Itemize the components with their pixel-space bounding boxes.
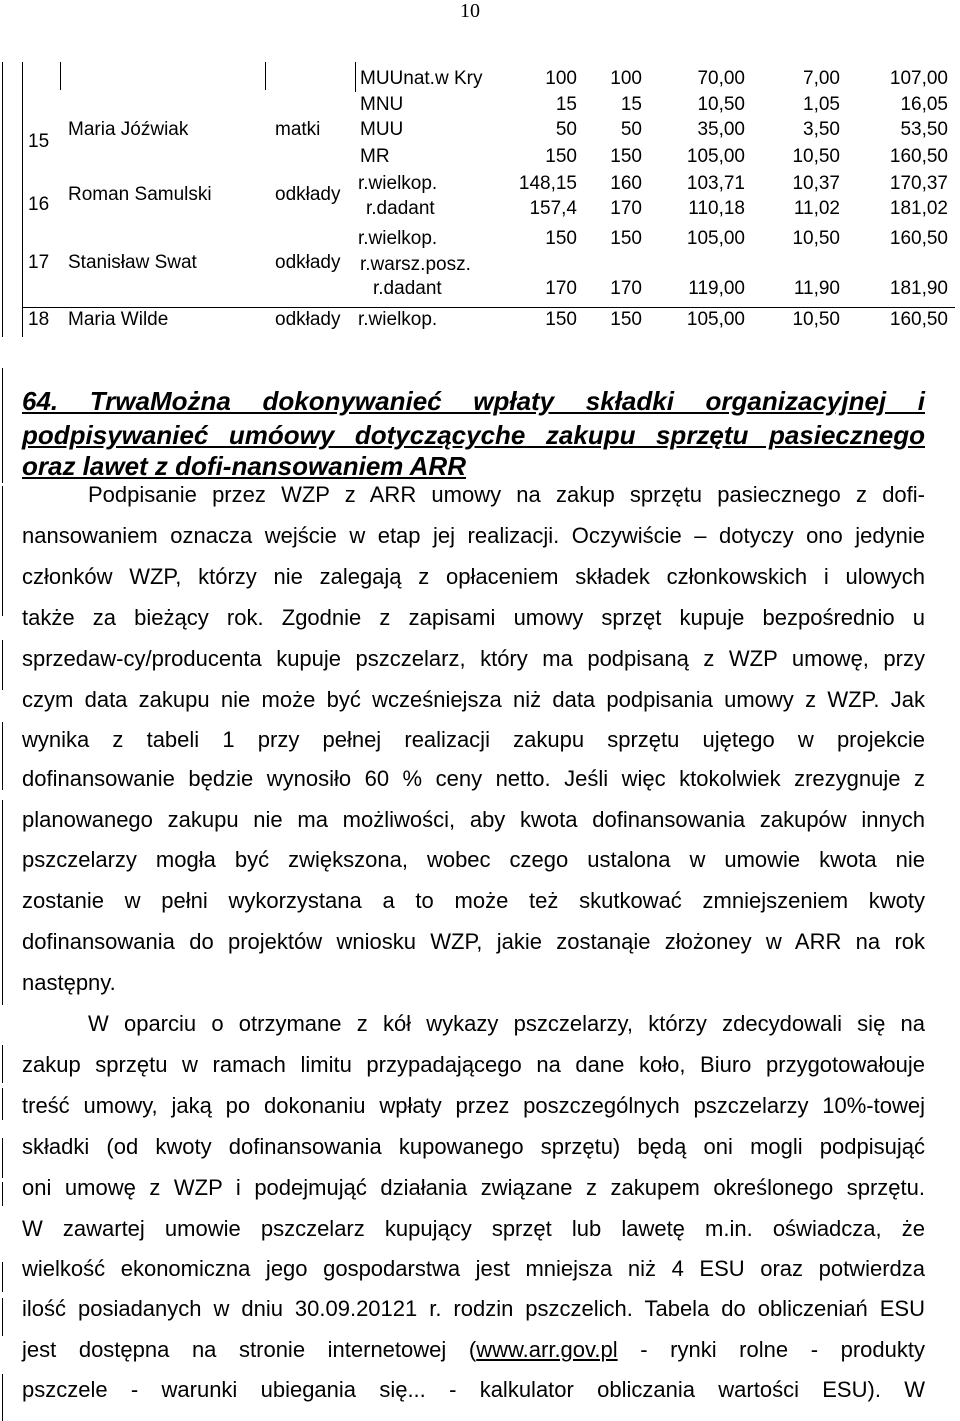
paragraph-line: Podpisanie przez WZP z ARR umowy na zakup sprzętu pasiecznego z dofi- bbox=[88, 482, 925, 507]
value-cell: 70,00 bbox=[697, 68, 745, 89]
hive-type-cell: r.warsz.posz. bbox=[360, 254, 471, 275]
value-cell: 110,18 bbox=[688, 198, 745, 219]
revision-bar bbox=[2, 368, 3, 483]
revision-bar bbox=[2, 486, 3, 616]
value-cell: 150 bbox=[545, 309, 577, 330]
value-cell: 15 bbox=[555, 94, 577, 115]
value-cell: 107,00 bbox=[889, 68, 948, 89]
value-cell: 150 bbox=[610, 228, 642, 249]
value-cell: 10,50 bbox=[697, 94, 745, 115]
hive-type-cell: r.wielkop. bbox=[358, 228, 438, 249]
value-cell: 11,90 bbox=[793, 278, 840, 299]
value-cell: 150 bbox=[545, 228, 577, 249]
value-cell: 7,00 bbox=[803, 68, 840, 89]
value-cell: 3,50 bbox=[803, 119, 840, 140]
beekeeper-name: Stanisław Swat bbox=[68, 252, 197, 273]
value-cell: 160,50 bbox=[889, 228, 948, 249]
paragraph-line: zakup sprzętu w ramach limitu przypadającego na dane koło, Biuro przygotowałouje bbox=[22, 1052, 925, 1077]
table-column-divider bbox=[265, 62, 266, 90]
hive-type-cell: r.wielkop. bbox=[358, 309, 438, 330]
row-number: 16 bbox=[28, 194, 50, 215]
table-column-divider bbox=[60, 62, 61, 90]
value-cell: 170 bbox=[610, 278, 642, 299]
value-cell: 103,71 bbox=[686, 173, 745, 194]
revision-bar bbox=[2, 1262, 3, 1292]
row-number: 18 bbox=[28, 309, 50, 330]
value-cell: 160,50 bbox=[889, 146, 948, 167]
value-cell: 10,50 bbox=[792, 146, 840, 167]
row-number: 15 bbox=[28, 131, 50, 152]
value-cell: 1,05 bbox=[803, 94, 840, 115]
value-cell: 105,00 bbox=[686, 309, 745, 330]
revision-bar bbox=[2, 1045, 3, 1083]
paragraph-line: sprzedaw-cy/producenta kupuje pszczelarz, który ma podpisaną z WZP umowę, przy bbox=[22, 646, 925, 671]
purchase-type: odkłady bbox=[275, 252, 341, 273]
paragraph-line: czym data zakupu nie może być wcześniejsza niż data podpisania umowy z WZP. Jak bbox=[22, 687, 925, 712]
revision-bar bbox=[2, 1088, 3, 1120]
row-number: 17 bbox=[28, 252, 50, 273]
paragraph-line: dofinansowania do projektów wniosku WZP, jakie zostanąie złożoney w ARR na rok bbox=[22, 929, 925, 954]
paragraph-line: także za bieżący rok. Zgodnie z zapisami umowy sprzęt kupuje bezpośrednio u bbox=[22, 605, 925, 630]
value-cell: 148,15 bbox=[518, 173, 577, 194]
paragraph-line: oni umowę z WZP i podejmująć działania związane z zakupem określonego sprzętu. bbox=[22, 1175, 925, 1200]
value-cell: 170 bbox=[545, 278, 577, 299]
value-cell: 100 bbox=[610, 68, 642, 89]
paragraph-line: składki (od kwoty dofinansowania kupowanego sprzętu) będą oni mogli podpisująć bbox=[22, 1134, 925, 1159]
hive-type-cell: MUU bbox=[360, 119, 404, 140]
value-cell: 105,00 bbox=[686, 146, 745, 167]
value-cell: 150 bbox=[610, 309, 642, 330]
purchase-type: odkłady bbox=[275, 184, 341, 205]
value-cell: 119,00 bbox=[688, 278, 745, 299]
value-cell: 10,37 bbox=[792, 173, 840, 194]
beekeeper-name: Maria Wilde bbox=[68, 309, 169, 330]
paragraph-line: ilość posiadanych w dniu 30.09.20121 r. rodzin pszczelich. Tabela do obliczeniań ESU bbox=[22, 1296, 925, 1321]
value-cell: 50 bbox=[620, 119, 642, 140]
revision-bar bbox=[2, 800, 3, 1005]
value-cell: 10,50 bbox=[792, 309, 840, 330]
value-cell: 50 bbox=[555, 119, 577, 140]
section-heading-line: oraz lawet z dofi-nansowaniem ARR bbox=[22, 451, 466, 481]
paragraph-line bbox=[22, 1335, 925, 1365]
value-cell: 150 bbox=[545, 146, 577, 167]
revision-bar bbox=[2, 62, 3, 337]
revision-bar bbox=[2, 1138, 3, 1178]
revision-bar bbox=[2, 1182, 3, 1206]
value-cell: 11,02 bbox=[793, 198, 840, 219]
paragraph-line: wielkość ekonomiczna jego gospodarstwa jest mniejsza niż 4 ESU oraz potwierdza bbox=[22, 1256, 925, 1281]
paragraph-line: pszczele - warunki ubiegania się... - kalkulator obliczania wartości ESU). W bbox=[22, 1377, 925, 1402]
purchase-type: matki bbox=[275, 119, 321, 140]
revision-bar bbox=[2, 722, 3, 790]
value-cell: 16,05 bbox=[900, 94, 948, 115]
beekeeper-name: Roman Samulski bbox=[68, 184, 212, 205]
value-cell: 157,4 bbox=[529, 198, 577, 219]
value-cell: 160,50 bbox=[889, 309, 948, 330]
line-text: jest dostępna na stronie internetowej ( bbox=[22, 1337, 477, 1362]
paragraph-line: członków WZP, którzy nie zalegają z opłaceniem składek członkowskich i ulowych bbox=[22, 564, 925, 589]
value-cell: 53,50 bbox=[900, 119, 948, 140]
value-cell: 100 bbox=[545, 68, 577, 89]
page-number: 10 bbox=[460, 0, 480, 22]
hive-type-cell: r.dadant bbox=[366, 198, 435, 219]
paragraph-line: W zawartej umowie pszczelarz kupujący sprzęt lub lawetę m.in. oświadcza, że bbox=[22, 1216, 925, 1241]
value-cell: 170,37 bbox=[889, 173, 948, 194]
paragraph-line: treść umowy, jaką po dokonaniu wpłaty przez poszczególnych pszczelarzy 10%-towej bbox=[22, 1093, 925, 1118]
section-heading-line: 64. TrwaMożna dokonywanieć wpłaty składki organizacyjnej i bbox=[22, 386, 925, 416]
paragraph-line: W oparciu o otrzymane z kół wykazy pszczelarzy, którzy zdecydowali się na bbox=[88, 1011, 925, 1036]
paragraph-line: nansowaniem oznacza wejście w etap jej realizacji. Oczywiście – dotyczy ono jedynie bbox=[22, 523, 925, 548]
value-cell: 15 bbox=[620, 94, 642, 115]
paragraph-line: planowanego zakupu nie ma możliwości, aby kwota dofinansowania zakupów innych bbox=[22, 807, 925, 832]
paragraph-line: następny. bbox=[22, 970, 116, 995]
paragraph-line: dofinansowanie będzie wynosiło 60 % ceny netto. Jeśli więc ktokolwiek zrezygnuje z bbox=[22, 766, 925, 791]
hive-type-cell: MUUnat.w Kry bbox=[360, 68, 483, 89]
table-column-divider bbox=[355, 62, 356, 92]
revision-bar bbox=[2, 640, 3, 690]
revision-bar bbox=[2, 1298, 3, 1336]
hive-type-cell: MNU bbox=[360, 94, 404, 115]
hive-type-cell: r.wielkop. bbox=[358, 173, 438, 194]
paragraph-line: wynika z tabeli 1 przy pełnej realizacji zakupu sprzętu ujętego w projekcie bbox=[22, 727, 925, 752]
table-border-left bbox=[22, 62, 23, 337]
line-text: - rynki rolne - produkty bbox=[617, 1337, 926, 1362]
value-cell: 35,00 bbox=[697, 119, 745, 140]
paragraph-line: pszczelarzy mogła być zwiększona, wobec czego ustalona w umowie kwota nie bbox=[22, 847, 925, 872]
value-cell: 181,90 bbox=[889, 278, 948, 299]
arr-website-link[interactable]: www.arr.gov.pl bbox=[476, 1337, 618, 1362]
value-cell: 170 bbox=[610, 198, 642, 219]
hive-type-cell: MR bbox=[360, 146, 390, 167]
value-cell: 181,02 bbox=[889, 198, 948, 219]
revision-bar bbox=[2, 1374, 3, 1421]
beekeeper-name: Maria Jóźwiak bbox=[68, 119, 189, 140]
section-heading-line: podpisywanieć umóowy dotyczącyche zakupu sprzętu pasiecznego bbox=[22, 420, 925, 450]
hive-type-cell: r.dadant bbox=[373, 278, 442, 299]
purchase-type: odkłady bbox=[275, 309, 341, 330]
value-cell: 10,50 bbox=[792, 228, 840, 249]
value-cell: 150 bbox=[610, 146, 642, 167]
value-cell: 105,00 bbox=[686, 228, 745, 249]
paragraph-line: zostanie w pełni wykorzystana a to może też skutkować zmniejszeniem kwoty bbox=[22, 888, 925, 913]
value-cell: 160 bbox=[610, 173, 642, 194]
